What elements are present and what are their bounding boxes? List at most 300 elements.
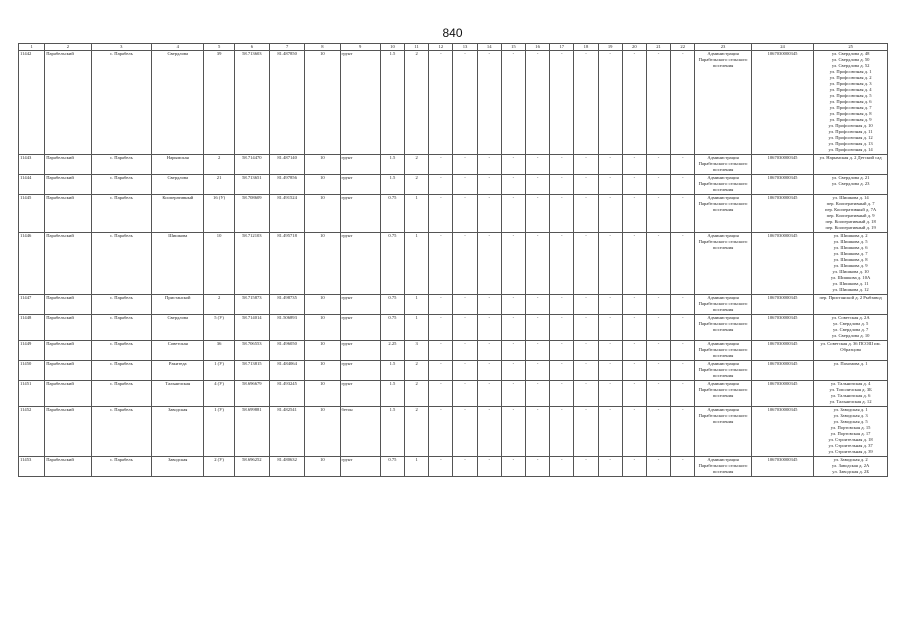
- district-cell: Парабельский: [45, 381, 91, 407]
- street-cell: Пристанской: [152, 295, 204, 315]
- column-11-cell: 2: [405, 381, 429, 407]
- addresses-cell: [814, 233, 888, 295]
- empty-value-cell: -: [574, 295, 598, 315]
- empty-value-cell: -: [550, 381, 574, 407]
- empty-value-cell: -: [477, 341, 501, 361]
- latitude-cell: 58.714014: [234, 315, 269, 341]
- column-11-cell: 3: [405, 341, 429, 361]
- address-line: ул. Свердлова д. 50: [831, 57, 870, 62]
- place-cell: с. Парабель: [91, 407, 151, 457]
- address-line: ул. Профсоюзная д. 1: [829, 69, 872, 74]
- address-line: ул. Профсоюзная д. 14: [828, 147, 873, 152]
- ogrn-cell: 1067030000345: [751, 381, 814, 407]
- column-11-cell: 1: [405, 457, 429, 477]
- empty-value-cell: -: [477, 407, 501, 457]
- empty-value-cell: -: [453, 341, 477, 361]
- empty-value-cell: -: [550, 51, 574, 155]
- column-11-cell: 2: [405, 361, 429, 381]
- empty-value-cell: -: [598, 407, 622, 457]
- address-line: ул. Заводская д. 3: [833, 413, 868, 418]
- empty-value-cell: -: [453, 457, 477, 477]
- column-header: 16: [525, 44, 549, 51]
- district-cell: Парабельский: [45, 341, 91, 361]
- empty-value-cell: -: [525, 155, 549, 175]
- longitude-cell: 81.495718: [269, 233, 304, 295]
- empty-value-cell: -: [501, 407, 525, 457]
- column-10-cell: 0.75: [380, 195, 404, 233]
- column-header: 12: [429, 44, 453, 51]
- empty-value-cell: -: [598, 361, 622, 381]
- district-cell: Парабельский: [45, 457, 91, 477]
- table-row: [19, 361, 888, 381]
- surface-cell: бетон: [340, 407, 380, 457]
- column-header: 13: [453, 44, 477, 51]
- empty-value-cell: -: [429, 195, 453, 233]
- empty-value-cell: -: [501, 457, 525, 477]
- empty-value-cell: -: [646, 233, 670, 295]
- district-cell: Парабельский: [45, 407, 91, 457]
- column-10-cell: 1.5: [380, 407, 404, 457]
- street-cell: Свердлова: [152, 175, 204, 195]
- address-line: ул. Советская д. 2А: [831, 315, 870, 320]
- column-8-cell: 10: [305, 407, 340, 457]
- house-cell: 2: [204, 155, 234, 175]
- address-line: ул. Тополичская д. 3Б: [829, 387, 872, 392]
- row-id-cell: 11443: [19, 155, 45, 175]
- empty-value-cell: -: [550, 315, 574, 341]
- empty-value-cell: -: [525, 195, 549, 233]
- addresses-cell: [814, 155, 888, 175]
- ogrn-cell: 1067030000345: [751, 51, 814, 155]
- latitude-cell: 58.715873: [234, 295, 269, 315]
- empty-value-cell: -: [501, 315, 525, 341]
- address-line: ул. Шишкова д. 12: [832, 287, 869, 292]
- owner-cell: Администрация Парабельского сельского поселения: [695, 175, 751, 195]
- empty-value-cell: -: [646, 51, 670, 155]
- column-10-cell: 1.5: [380, 381, 404, 407]
- longitude-cell: 81.482541: [269, 407, 304, 457]
- empty-value-cell: -: [646, 195, 670, 233]
- empty-value-cell: -: [429, 381, 453, 407]
- empty-value-cell: -: [598, 175, 622, 195]
- address-line: ул. Шишкова д. 6: [833, 245, 868, 250]
- address-line: ул. Профсоюзная д. 9: [829, 117, 872, 122]
- empty-value-cell: -: [525, 51, 549, 155]
- empty-value-cell: -: [550, 295, 574, 315]
- empty-value-cell: -: [429, 295, 453, 315]
- empty-value-cell: -: [622, 315, 646, 341]
- empty-value-cell: -: [646, 295, 670, 315]
- address-line: ул. Профсоюзная д. 13: [828, 141, 873, 146]
- empty-value-cell: -: [646, 457, 670, 477]
- addresses-cell: [814, 457, 888, 477]
- ogrn-cell: 1067030000345: [751, 457, 814, 477]
- address-line: пер. Кооперативный д. 9: [826, 213, 875, 218]
- addresses-cell: [814, 295, 888, 315]
- empty-value-cell: -: [429, 341, 453, 361]
- empty-value-cell: -: [477, 233, 501, 295]
- empty-value-cell: -: [477, 381, 501, 407]
- address-line: ул. Шишкова д. 8: [833, 257, 868, 262]
- empty-value-cell: -: [429, 233, 453, 295]
- row-id-cell: 11452: [19, 407, 45, 457]
- column-header: 18: [574, 44, 598, 51]
- place-cell: с. Парабель: [91, 195, 151, 233]
- empty-value-cell: -: [622, 155, 646, 175]
- address-line: ул. Профсоюзная д. 3: [829, 81, 872, 86]
- owner-cell: Администрация Парабельского сельского поселения: [695, 195, 751, 233]
- address-line: ул. Свердлова д. 23: [831, 181, 870, 186]
- house-cell: 2 (У): [204, 457, 234, 477]
- empty-value-cell: -: [501, 361, 525, 381]
- empty-value-cell: -: [574, 407, 598, 457]
- table-row: [19, 295, 888, 315]
- addresses-cell: [814, 195, 888, 233]
- column-header: 3: [91, 44, 151, 51]
- address-line: ул. Свердлова д. 10: [831, 333, 870, 338]
- empty-value-cell: -: [550, 155, 574, 175]
- ogrn-cell: 1067030000345: [751, 195, 814, 233]
- addresses-cell: [814, 341, 888, 361]
- empty-value-cell: -: [525, 233, 549, 295]
- address-line: ул. Профсоюзная д. 5: [829, 93, 872, 98]
- column-header: 24: [751, 44, 814, 51]
- table-row: [19, 155, 888, 175]
- empty-value-cell: -: [477, 457, 501, 477]
- empty-value-cell: -: [429, 457, 453, 477]
- surface-cell: грунт: [340, 51, 380, 155]
- district-cell: Парабельский: [45, 175, 91, 195]
- empty-value-cell: -: [646, 175, 670, 195]
- address-line: ул. Профсоюзная д. 12: [828, 135, 873, 140]
- address-line: ул. Свердлова д. 5: [832, 321, 869, 326]
- empty-value-cell: -: [550, 407, 574, 457]
- place-cell: с. Парабель: [91, 315, 151, 341]
- column-10-cell: 0.75: [380, 233, 404, 295]
- empty-value-cell: -: [453, 233, 477, 295]
- column-11-cell: 1: [405, 315, 429, 341]
- empty-value-cell: -: [598, 381, 622, 407]
- empty-value-cell: -: [550, 457, 574, 477]
- address-line: пер. Пристанской д. 2 Рыбзавод: [819, 295, 882, 300]
- house-cell: 1 (У): [204, 361, 234, 381]
- empty-value-cell: -: [646, 407, 670, 457]
- address-line: ул. Профсоюзная д. 2: [829, 75, 872, 80]
- column-11-cell: 2: [405, 175, 429, 195]
- address-line: ул. Свердлова д. 48: [831, 51, 870, 56]
- empty-value-cell: -: [671, 315, 695, 341]
- address-line: ул. Шишкова д. 5: [833, 239, 868, 244]
- empty-value-cell: -: [477, 315, 501, 341]
- addresses-cell: [814, 361, 888, 381]
- address-line: ул. Заводская д. 2А: [831, 463, 870, 468]
- empty-value-cell: -: [477, 295, 501, 315]
- address-line: ул. Шишкова д. 14: [832, 195, 869, 200]
- surface-cell: грунт: [340, 381, 380, 407]
- owner-cell: Администрация Парабельского сельского поселения: [695, 457, 751, 477]
- latitude-cell: 58.713815: [234, 361, 269, 381]
- column-8-cell: 10: [305, 315, 340, 341]
- empty-value-cell: -: [525, 407, 549, 457]
- address-line: ул. Портовская д. 15: [830, 425, 871, 430]
- empty-value-cell: -: [453, 175, 477, 195]
- address-line: ул. Профсоюзная д. 4: [829, 87, 872, 92]
- registry-table: [18, 43, 888, 477]
- address-line: ул. Заводская д. 5: [833, 419, 868, 424]
- column-header: 19: [598, 44, 622, 51]
- street-cell: Заводская: [152, 407, 204, 457]
- address-line: ул. Шишкова д. 11: [832, 281, 869, 286]
- table-row: [19, 457, 888, 477]
- latitude-cell: 58.713651: [234, 175, 269, 195]
- street-cell: Заводская: [152, 457, 204, 477]
- table-row: [19, 233, 888, 295]
- empty-value-cell: -: [525, 457, 549, 477]
- house-cell: 5 (У): [204, 315, 234, 341]
- empty-value-cell: -: [550, 195, 574, 233]
- ogrn-cell: 1067030000345: [751, 315, 814, 341]
- place-cell: с. Парабель: [91, 457, 151, 477]
- row-id-cell: 11444: [19, 175, 45, 195]
- surface-cell: грунт: [340, 155, 380, 175]
- page-number: 840: [442, 26, 463, 40]
- empty-value-cell: -: [646, 361, 670, 381]
- empty-value-cell: -: [501, 381, 525, 407]
- empty-value-cell: -: [550, 175, 574, 195]
- ogrn-cell: 1067030000345: [751, 341, 814, 361]
- house-cell: 4 (У): [204, 381, 234, 407]
- empty-value-cell: -: [671, 407, 695, 457]
- empty-value-cell: -: [671, 233, 695, 295]
- table-row: [19, 315, 888, 341]
- column-header: 10: [380, 44, 404, 51]
- empty-value-cell: -: [525, 315, 549, 341]
- house-cell: 39: [204, 51, 234, 155]
- table-row: [19, 341, 888, 361]
- column-8-cell: 10: [305, 195, 340, 233]
- empty-value-cell: -: [501, 233, 525, 295]
- place-cell: с. Парабель: [91, 155, 151, 175]
- column-header: 21: [646, 44, 670, 51]
- empty-value-cell: -: [501, 295, 525, 315]
- column-8-cell: 10: [305, 381, 340, 407]
- longitude-cell: 81.487140: [269, 155, 304, 175]
- column-header: 17: [550, 44, 574, 51]
- address-line: ул. Строительная д. 39: [828, 449, 873, 454]
- address-line: ул. Строительная д. 18: [828, 437, 873, 442]
- empty-value-cell: -: [429, 315, 453, 341]
- empty-value-cell: -: [598, 315, 622, 341]
- column-10-cell: 0.75: [380, 295, 404, 315]
- address-line: ул. Нарымская д. 2 Детский сад: [819, 155, 882, 160]
- empty-value-cell: -: [622, 381, 646, 407]
- owner-cell: Администрация Парабельского сельского поселения: [695, 295, 751, 315]
- street-cell: Нарымская: [152, 155, 204, 175]
- empty-value-cell: -: [574, 361, 598, 381]
- longitude-cell: 81.491524: [269, 195, 304, 233]
- column-8-cell: 10: [305, 51, 340, 155]
- address-line: ул. Заводская д. 1: [833, 407, 868, 412]
- surface-cell: грунт: [340, 175, 380, 195]
- column-header: 11: [405, 44, 429, 51]
- empty-value-cell: -: [550, 233, 574, 295]
- surface-cell: грунт: [340, 361, 380, 381]
- ogrn-cell: 1067030000345: [751, 407, 814, 457]
- column-header: 8: [305, 44, 340, 51]
- owner-cell: Администрация Парабельского сельского поселения: [695, 361, 751, 381]
- ogrn-cell: 1067030000345: [751, 175, 814, 195]
- addresses-cell: [814, 407, 888, 457]
- owner-cell: Администрация Парабельского сельского поселения: [695, 155, 751, 175]
- street-cell: Советская: [152, 341, 204, 361]
- addresses-cell: [814, 175, 888, 195]
- address-line: пер. Кооперативный д. 7: [826, 201, 875, 206]
- longitude-cell: 81.497856: [269, 175, 304, 195]
- district-cell: Парабельский: [45, 51, 91, 155]
- empty-value-cell: -: [598, 195, 622, 233]
- column-11-cell: 1: [405, 195, 429, 233]
- empty-value-cell: -: [598, 233, 622, 295]
- empty-value-cell: -: [453, 51, 477, 155]
- district-cell: Парабельский: [45, 295, 91, 315]
- latitude-cell: 58.714470: [234, 155, 269, 175]
- empty-value-cell: -: [501, 175, 525, 195]
- empty-value-cell: -: [429, 51, 453, 155]
- row-id-cell: 11446: [19, 233, 45, 295]
- row-id-cell: 11445: [19, 195, 45, 233]
- column-8-cell: 10: [305, 361, 340, 381]
- table-row: [19, 195, 888, 233]
- surface-cell: грунт: [340, 315, 380, 341]
- district-cell: Парабельский: [45, 233, 91, 295]
- ogrn-cell: 1067030000345: [751, 155, 814, 175]
- column-8-cell: 10: [305, 155, 340, 175]
- surface-cell: грунт: [340, 295, 380, 315]
- district-cell: Парабельский: [45, 315, 91, 341]
- address-line: ул. Заводская д. 2: [833, 457, 868, 462]
- longitude-cell: 81.506893: [269, 315, 304, 341]
- row-id-cell: 11447: [19, 295, 45, 315]
- empty-value-cell: -: [598, 51, 622, 155]
- ogrn-cell: 1067030000345: [751, 295, 814, 315]
- table-row: [19, 51, 888, 155]
- place-cell: с. Парабель: [91, 341, 151, 361]
- column-header: 20: [622, 44, 646, 51]
- district-cell: Парабельский: [45, 195, 91, 233]
- empty-value-cell: -: [453, 315, 477, 341]
- street-cell: Свердлова: [152, 315, 204, 341]
- street-cell: Шишкова: [152, 233, 204, 295]
- longitude-cell: 81.484064: [269, 361, 304, 381]
- column-11-cell: 1: [405, 295, 429, 315]
- empty-value-cell: -: [574, 233, 598, 295]
- empty-value-cell: -: [429, 175, 453, 195]
- empty-value-cell: -: [574, 457, 598, 477]
- empty-value-cell: -: [574, 381, 598, 407]
- column-header: 6: [234, 44, 269, 51]
- empty-value-cell: -: [622, 195, 646, 233]
- empty-value-cell: -: [525, 381, 549, 407]
- address-line: ул. Тальничская д. 12: [829, 399, 872, 404]
- empty-value-cell: -: [671, 341, 695, 361]
- empty-value-cell: -: [453, 155, 477, 175]
- empty-value-cell: -: [477, 51, 501, 155]
- empty-value-cell: -: [574, 51, 598, 155]
- header-row: [19, 44, 888, 51]
- address-line: ул. Профсоюзная д. 7: [829, 105, 872, 110]
- place-cell: с. Парабель: [91, 381, 151, 407]
- empty-value-cell: -: [646, 341, 670, 361]
- latitude-cell: 58.696679: [234, 381, 269, 407]
- empty-value-cell: -: [598, 295, 622, 315]
- longitude-cell: 81.498735: [269, 295, 304, 315]
- empty-value-cell: -: [550, 341, 574, 361]
- column-header: 1: [19, 44, 45, 51]
- empty-value-cell: -: [501, 341, 525, 361]
- owner-cell: Администрация Парабельского сельского поселения: [695, 407, 751, 457]
- house-cell: 16 (У): [204, 195, 234, 233]
- column-8-cell: 10: [305, 233, 340, 295]
- address-line: ул. Свердлова д. 21: [831, 175, 870, 180]
- address-line: ул. Шишкова д. 7: [833, 251, 868, 256]
- empty-value-cell: -: [622, 407, 646, 457]
- empty-value-cell: -: [453, 195, 477, 233]
- address-line: ул. Строительная д. 37: [828, 443, 873, 448]
- address-line: ул. Шишкова д. 10А: [830, 275, 871, 280]
- street-cell: Кооперативный: [152, 195, 204, 233]
- column-header: 9: [340, 44, 380, 51]
- row-id-cell: 11453: [19, 457, 45, 477]
- empty-value-cell: -: [622, 457, 646, 477]
- row-id-cell: 11451: [19, 381, 45, 407]
- owner-cell: Администрация Парабельского сельского поселения: [695, 315, 751, 341]
- empty-value-cell: -: [453, 407, 477, 457]
- longitude-cell: 81.496050: [269, 341, 304, 361]
- empty-value-cell: -: [598, 341, 622, 361]
- empty-value-cell: -: [525, 341, 549, 361]
- empty-value-cell: -: [598, 155, 622, 175]
- empty-value-cell: -: [477, 155, 501, 175]
- empty-value-cell: -: [574, 175, 598, 195]
- longitude-cell: 81.487850: [269, 51, 304, 155]
- place-cell: с. Парабель: [91, 295, 151, 315]
- empty-value-cell: -: [646, 155, 670, 175]
- owner-cell: Администрация Парабельского сельского поселения: [695, 381, 751, 407]
- address-line: ул. Свердлова д. 7: [832, 327, 869, 332]
- empty-value-cell: -: [477, 361, 501, 381]
- column-10-cell: 1.5: [380, 155, 404, 175]
- address-line: пер. Кооперативный д. 7А: [824, 207, 877, 212]
- column-10-cell: 1.5: [380, 175, 404, 195]
- column-8-cell: 10: [305, 175, 340, 195]
- longitude-cell: 81.493245: [269, 381, 304, 407]
- table-row: [19, 381, 888, 407]
- street-cell: Свердлова: [152, 51, 204, 155]
- column-8-cell: 10: [305, 341, 340, 361]
- column-header: 7: [269, 44, 304, 51]
- column-10-cell: 1.5: [380, 51, 404, 155]
- column-8-cell: 10: [305, 457, 340, 477]
- column-header: 15: [501, 44, 525, 51]
- empty-value-cell: -: [622, 361, 646, 381]
- house-cell: 1 (У): [204, 407, 234, 457]
- address-line: ул. Свердлова д. 52: [831, 63, 870, 68]
- empty-value-cell: -: [574, 195, 598, 233]
- empty-value-cell: -: [574, 341, 598, 361]
- empty-value-cell: -: [574, 155, 598, 175]
- district-cell: Парабельский: [45, 155, 91, 175]
- column-header: 23: [695, 44, 751, 51]
